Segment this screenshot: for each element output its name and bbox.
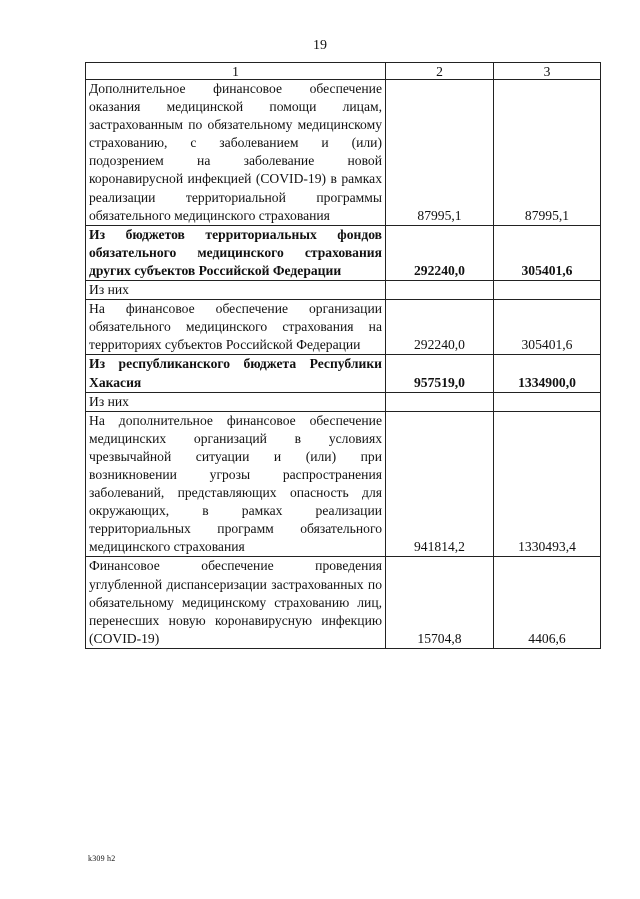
row-value-3: 305401,6 — [494, 300, 601, 355]
table-row — [86, 80, 601, 226]
table-row — [86, 281, 601, 300]
column-header-1: 1 — [86, 63, 386, 80]
row-value-3 — [494, 392, 601, 411]
table-row — [86, 355, 601, 392]
row-label: Из бюджетов территориальных фондов обязательного медицинского страхования других субъектов Российской Федерации — [86, 225, 386, 280]
document-code: k309 h2 — [88, 854, 116, 863]
table-header-row — [86, 63, 601, 80]
row-label: Из них — [86, 392, 386, 411]
table-row — [86, 411, 601, 557]
row-value-2: 87995,1 — [386, 80, 494, 226]
row-label: Дополнительное финансовое обеспечение оказания медицинской помощи лицам, застрахованным по обязательному медицинскому страхованию, с заболеванием и (или) подозрением на заболевание новой коронавирусной инфекцией (COVID-19) в рамках реализации территориальной программы обязательного медицинского страхования — [86, 80, 386, 226]
row-label: Из республиканского бюджета Республики Хакасия — [86, 355, 386, 392]
column-header-3: 3 — [494, 63, 601, 80]
table-row — [86, 225, 601, 280]
row-label: Финансовое обеспечение проведения углубленной диспансеризации застрахованных по обязательному медицинскому страхованию лиц, перенесших новую коронавирусную инфекцию (COVID-19) — [86, 557, 386, 648]
table-row — [86, 300, 601, 355]
row-label: На дополнительное финансовое обеспечение медицинских организаций в условиях чрезвычайной ситуации и (или) при возникновении угрозы распространения заболеваний, представляющих опасность для окружающих, в рамках реализации территориальных программ обязательного медицинского страхования — [86, 411, 386, 557]
table-row — [86, 392, 601, 411]
row-value-2 — [386, 392, 494, 411]
row-value-3: 1334900,0 — [494, 355, 601, 392]
row-value-3: 87995,1 — [494, 80, 601, 226]
row-value-2: 15704,8 — [386, 557, 494, 648]
row-label: Из них — [86, 281, 386, 300]
financing-table — [85, 62, 601, 649]
table-row — [86, 557, 601, 648]
row-value-3: 4406,6 — [494, 557, 601, 648]
row-value-3: 305401,6 — [494, 225, 601, 280]
column-header-2: 2 — [386, 63, 494, 80]
page-number: 19 — [313, 38, 327, 53]
row-value-2: 292240,0 — [386, 300, 494, 355]
row-value-2: 941814,2 — [386, 411, 494, 557]
row-label: На финансовое обеспечение организации обязательного медицинского страхования на территориях субъектов Российской Федерации — [86, 300, 386, 355]
row-value-3: 1330493,4 — [494, 411, 601, 557]
row-value-3 — [494, 281, 601, 300]
row-value-2: 292240,0 — [386, 225, 494, 280]
row-value-2 — [386, 281, 494, 300]
row-value-2: 957519,0 — [386, 355, 494, 392]
